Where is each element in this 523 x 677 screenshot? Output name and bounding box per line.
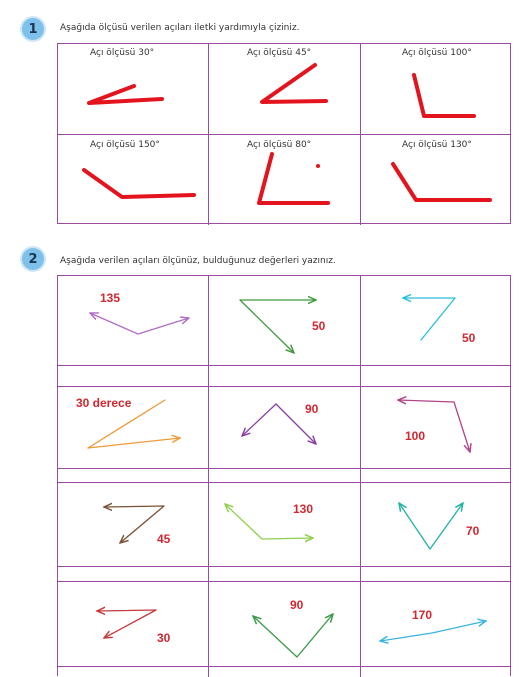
question-2-instruction: Aşağıda verilen açıları ölçünüz, bulduğunuz değerleri yazınız. — [60, 256, 336, 266]
answer-r1c2: 50 — [312, 319, 326, 333]
cell-label-130: Açı ölçüsü 130° — [402, 140, 472, 150]
cell-label-100: Açı ölçüsü 100° — [402, 48, 472, 58]
cell-label-30: Açı ölçüsü 30° — [90, 48, 155, 58]
question-number-1: 1 — [22, 18, 44, 40]
drawn-angle-80 — [259, 154, 328, 203]
answer-r2c1: 30 derece — [76, 396, 132, 410]
answer-r3c1: 45 — [157, 532, 171, 546]
drawn-angle-30 — [89, 86, 162, 103]
drawn-angle-45 — [262, 65, 326, 102]
answer-r4c2: 90 — [290, 598, 304, 612]
answer-r2c2: 90 — [305, 402, 319, 416]
angle-figure-r1c2 — [240, 300, 316, 353]
answer-r2c3: 100 — [405, 429, 426, 443]
angle-figure-r3c1 — [104, 506, 164, 543]
angle-figure-r1c3 — [403, 298, 455, 340]
answer-r4c3: 170 — [412, 608, 433, 622]
angle-figure-r4c2 — [253, 614, 333, 657]
angle-figure-r1c1 — [90, 313, 189, 334]
angle-figure-r3c3 — [399, 503, 463, 549]
answer-r1c3: 50 — [462, 331, 476, 345]
angle-figure-r2c3 — [398, 400, 470, 452]
answer-r3c2: 130 — [293, 502, 314, 516]
question-number-2: 2 — [22, 248, 44, 270]
angle-figure-r2c2 — [242, 402, 319, 444]
answer-r4c1: 30 — [157, 631, 171, 645]
cell-label-150: Açı ölçüsü 150° — [90, 140, 160, 150]
angle-figure-r4c3 — [380, 621, 486, 641]
drawn-angle-130 — [393, 164, 490, 200]
cell-label-45: Açı ölçüsü 45° — [247, 48, 312, 58]
angle-figure-r4c1 — [97, 610, 156, 638]
drawn-dot — [316, 164, 320, 168]
angle-figure-r2c1 — [88, 400, 180, 448]
answer-r3c3: 70 — [466, 524, 480, 538]
cell-label-80: Açı ölçüsü 80° — [247, 140, 312, 150]
drawn-angle-100 — [414, 75, 474, 116]
angle-figure-r3c2 — [225, 504, 313, 539]
answer-r1c1: 135 — [100, 291, 121, 305]
question-1-instruction: Aşağıda ölçüsü verilen açıları iletki yardımıyla çiziniz. — [60, 23, 300, 33]
drawn-angle-150 — [84, 170, 194, 197]
